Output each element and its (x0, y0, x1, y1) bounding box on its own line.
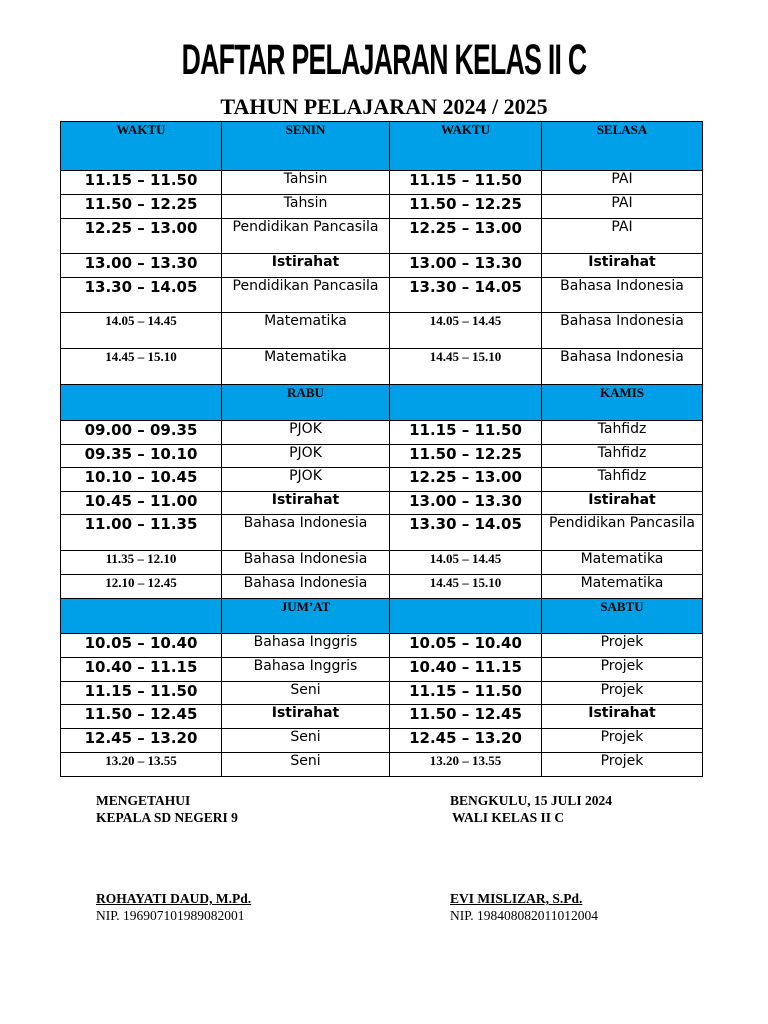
time-cell: 12.25 – 13.00 (61, 219, 222, 254)
subject-cell: Istirahat (542, 254, 703, 278)
schedule-row (61, 492, 703, 515)
time-cell: 11.15 – 11.50 (390, 682, 542, 705)
time-cell: 09.35 – 10.10 (61, 445, 222, 468)
subject-cell: Istirahat (542, 492, 703, 515)
schedule-row (61, 753, 703, 777)
time-cell: 14.45 – 15.10 (390, 349, 542, 385)
time-cell: 12.25 – 13.00 (390, 219, 542, 254)
time-cell: 11.50 – 12.25 (390, 445, 542, 468)
footer-right-line1: BENGKULU, 15 JULI 2024 (450, 793, 613, 808)
time-cell: 13.00 – 13.30 (390, 492, 542, 515)
schedule-row (61, 171, 703, 195)
schedule-row (61, 468, 703, 492)
time-cell: 12.45 – 13.20 (390, 729, 542, 753)
subject-cell: Seni (222, 682, 390, 705)
subject-cell: Matematika (222, 349, 390, 385)
time-cell: 11.50 – 12.45 (390, 705, 542, 729)
schedule-row (61, 421, 703, 445)
time-header-cell (61, 599, 222, 634)
time-cell: 13.20 – 13.55 (61, 753, 222, 777)
day-header-cell: KAMIS (542, 385, 703, 421)
subject-cell: Projek (542, 658, 703, 682)
time-cell: 11.15 – 11.50 (390, 421, 542, 445)
subject-cell: Seni (222, 729, 390, 753)
footer-right-line2: WALI KELAS II C (452, 810, 565, 825)
subject-cell: Pendidikan Pancasila (542, 515, 703, 551)
time-cell: 13.00 – 13.30 (390, 254, 542, 278)
schedule-row (61, 278, 703, 313)
subject-cell: Projek (542, 634, 703, 658)
time-cell: 13.30 – 14.05 (390, 515, 542, 551)
schedule-row (61, 254, 703, 278)
subject-cell: PAI (542, 195, 703, 219)
subject-cell: Bahasa Indonesia (222, 551, 390, 575)
subject-cell: Projek (542, 729, 703, 753)
time-cell: 14.05 – 14.45 (390, 551, 542, 575)
subject-cell: Tahsin (222, 171, 390, 195)
schedule-row (61, 349, 703, 385)
subject-cell: Projek (542, 682, 703, 705)
footer-left-line1: MENGETAHUI (96, 793, 191, 808)
time-header-cell (61, 385, 222, 421)
subject-cell: PJOK (222, 421, 390, 445)
time-header-cell (390, 599, 542, 634)
subject-cell: Istirahat (222, 705, 390, 729)
time-cell: 12.45 – 13.20 (61, 729, 222, 753)
subject-cell: Pendidikan Pancasila (222, 278, 390, 313)
time-cell: 11.15 – 11.50 (61, 682, 222, 705)
time-cell: 13.20 – 13.55 (390, 753, 542, 777)
time-cell: 13.00 – 13.30 (61, 254, 222, 278)
subject-cell: PJOK (222, 445, 390, 468)
time-cell: 11.00 – 11.35 (61, 515, 222, 551)
time-cell: 11.50 – 12.45 (61, 705, 222, 729)
subject-cell: PJOK (222, 468, 390, 492)
time-cell: 10.10 – 10.45 (61, 468, 222, 492)
subject-cell: Matematika (222, 313, 390, 349)
day-header-cell: SABTU (542, 599, 703, 634)
time-cell: 10.45 – 11.00 (61, 492, 222, 515)
schedule-row (61, 729, 703, 753)
subject-cell: PAI (542, 219, 703, 254)
time-cell: 11.15 – 11.50 (390, 171, 542, 195)
subject-cell: Bahasa Inggris (222, 634, 390, 658)
schedule-row (61, 313, 703, 349)
time-header-cell: WAKTU (390, 122, 542, 171)
subject-cell: Bahasa Indonesia (222, 515, 390, 551)
headmaster-nip: NIP. 196907101989082001 (96, 908, 245, 923)
time-header-cell (390, 385, 542, 421)
time-cell: 14.05 – 14.45 (390, 313, 542, 349)
subject-cell: Bahasa Indonesia (542, 278, 703, 313)
time-cell: 14.45 – 15.10 (390, 575, 542, 599)
subject-cell: Matematika (542, 575, 703, 599)
schedule-row (61, 551, 703, 575)
subject-cell: Istirahat (542, 705, 703, 729)
time-cell: 12.10 – 12.45 (61, 575, 222, 599)
subject-cell: Tahsin (222, 195, 390, 219)
time-cell: 11.35 – 12.10 (61, 551, 222, 575)
subject-cell: Tahfidz (542, 468, 703, 492)
subject-cell: Bahasa Indonesia (222, 575, 390, 599)
schedule-row (61, 705, 703, 729)
schedule-table (60, 121, 703, 777)
subject-cell: Tahfidz (542, 421, 703, 445)
time-cell: 10.05 – 10.40 (390, 634, 542, 658)
subject-cell: Seni (222, 753, 390, 777)
headmaster-name: ROHAYATI DAUD, M.Pd. (96, 891, 252, 906)
subject-cell: Pendidikan Pancasila (222, 219, 390, 254)
homeroom-teacher-name: EVI MISLIZAR, S.Pd. (450, 891, 583, 906)
day-header-cell: SELASA (542, 122, 703, 171)
homeroom-teacher-nip: NIP. 198408082011012004 (450, 908, 599, 923)
subject-cell: Matematika (542, 551, 703, 575)
schedule-body (61, 122, 703, 777)
subject-cell: Projek (542, 753, 703, 777)
time-cell: 12.25 – 13.00 (390, 468, 542, 492)
day-header-row (61, 599, 703, 634)
day-header-cell: JUM’AT (222, 599, 390, 634)
subject-cell: Bahasa Indonesia (542, 349, 703, 385)
time-cell: 14.05 – 14.45 (61, 313, 222, 349)
day-header-cell: SENIN (222, 122, 390, 171)
day-header-cell: RABU (222, 385, 390, 421)
time-cell: 09.00 – 09.35 (61, 421, 222, 445)
schedule-row (61, 634, 703, 658)
time-cell: 10.40 – 11.15 (61, 658, 222, 682)
page-subtitle: TAHUN PELAJARAN 2024 / 2025 (220, 94, 548, 119)
time-cell: 14.45 – 15.10 (61, 349, 222, 385)
subject-cell: Istirahat (222, 254, 390, 278)
time-cell: 11.15 – 11.50 (61, 171, 222, 195)
time-cell: 10.40 – 11.15 (390, 658, 542, 682)
time-cell: 10.05 – 10.40 (61, 634, 222, 658)
footer-left-line2: KEPALA SD NEGERI 9 (96, 810, 238, 825)
schedule-row (61, 515, 703, 551)
subject-cell: Bahasa Inggris (222, 658, 390, 682)
schedule-row (61, 658, 703, 682)
time-cell: 13.30 – 14.05 (390, 278, 542, 313)
subject-cell: PAI (542, 171, 703, 195)
day-header-row (61, 122, 703, 171)
schedule-row (61, 445, 703, 468)
day-header-row (61, 385, 703, 421)
schedule-row (61, 682, 703, 705)
page-title: DAFTAR PELAJARAN KELAS II C (181, 35, 587, 83)
time-cell: 13.30 – 14.05 (61, 278, 222, 313)
subject-cell: Tahfidz (542, 445, 703, 468)
schedule-row (61, 219, 703, 254)
time-header-cell: WAKTU (61, 122, 222, 171)
time-cell: 11.50 – 12.25 (61, 195, 222, 219)
subject-cell: Bahasa Indonesia (542, 313, 703, 349)
time-cell: 11.50 – 12.25 (390, 195, 542, 219)
schedule-row (61, 575, 703, 599)
subject-cell: Istirahat (222, 492, 390, 515)
schedule-row (61, 195, 703, 219)
